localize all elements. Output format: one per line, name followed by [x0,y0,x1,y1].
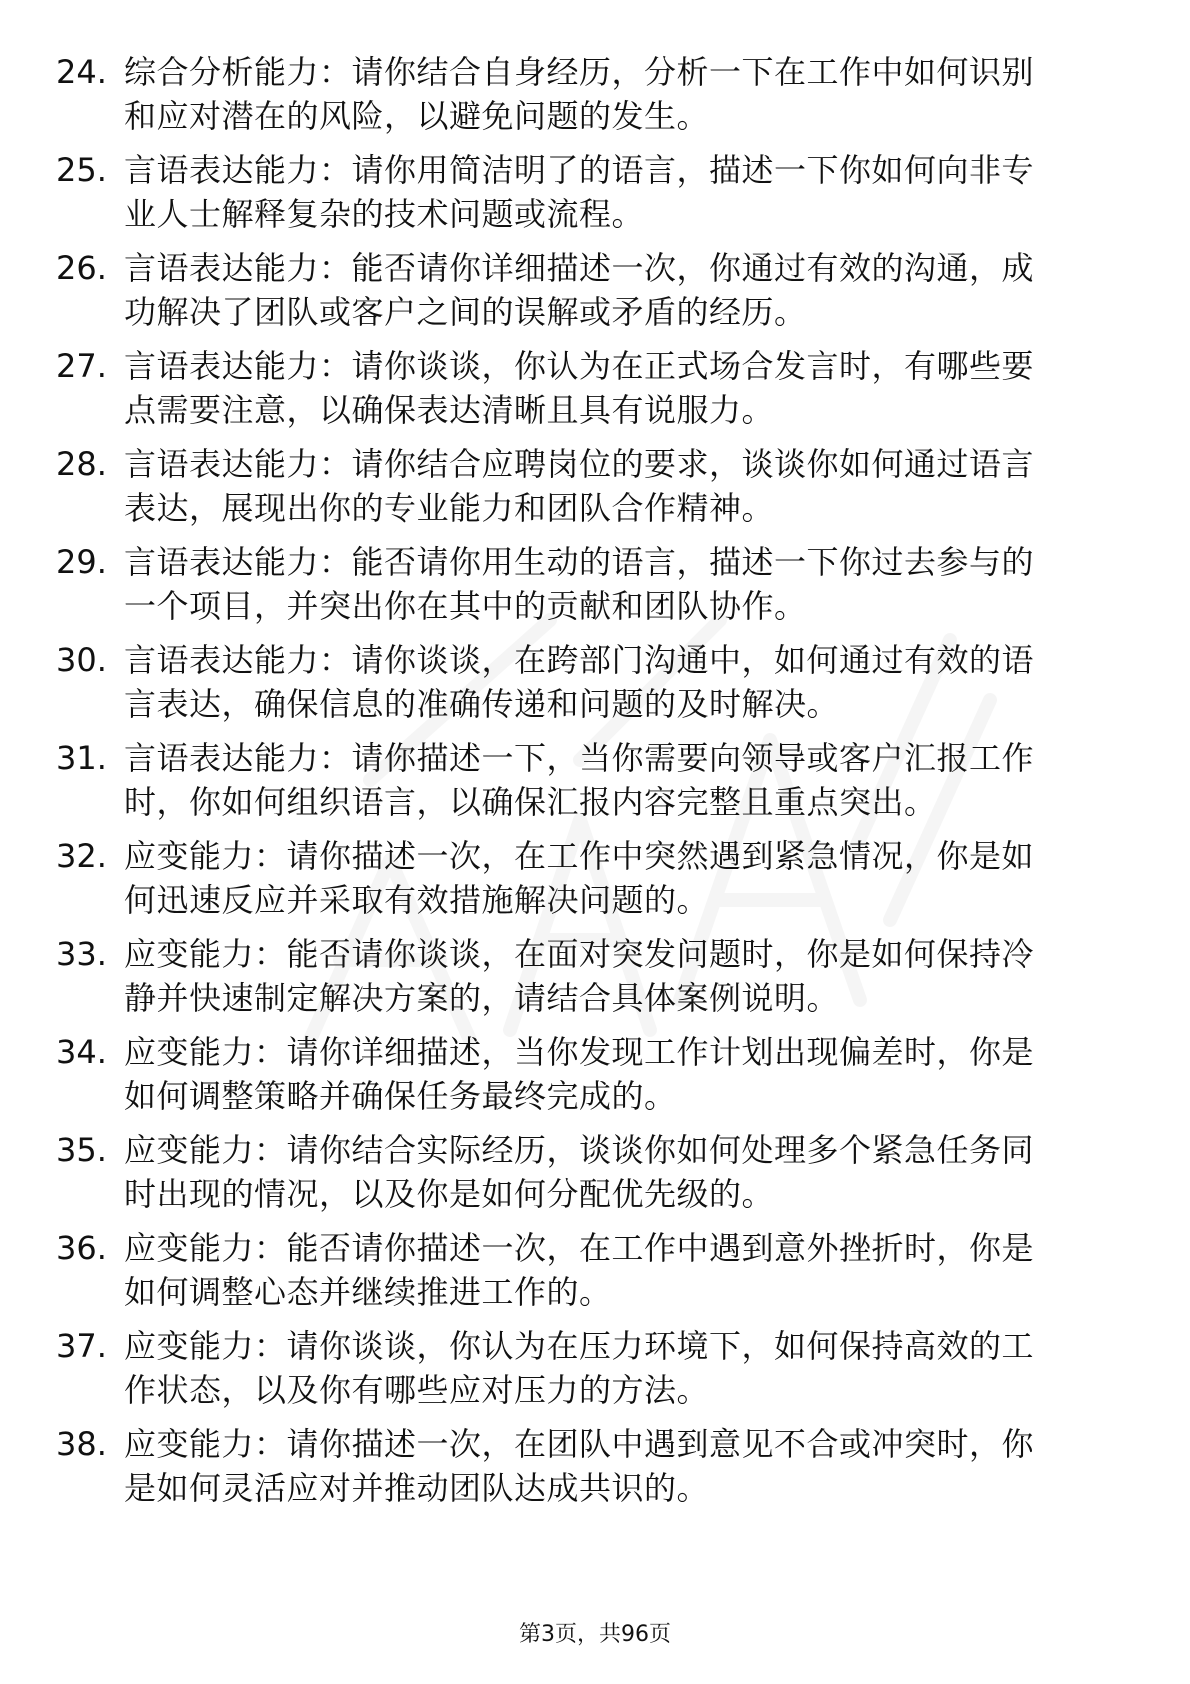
question-number: 36. [56,1229,107,1267]
question-number: 25. [56,151,107,189]
question-text [124,932,1114,1020]
question-text [124,834,1114,922]
question-line: 时出现的情况，以及你是如何分配优先级的。 [124,1175,775,1213]
question-number: 26. [56,249,107,287]
question-text [124,1422,1114,1510]
question-number: 34. [56,1033,107,1071]
question-line: 一个项目，并突出你在其中的贡献和团队协作。 [124,587,807,625]
question-line: 综合分析能力：请你结合自身经历，分析一下在工作中如何识别 [124,53,1035,91]
question-item [0,736,1190,834]
question-text [124,1324,1114,1412]
question-item [0,246,1190,344]
question-number: 27. [56,347,107,385]
question-item [0,834,1190,932]
question-text [124,540,1114,628]
question-item [0,442,1190,540]
question-text [124,1128,1114,1216]
question-line: 应变能力：请你谈谈，你认为在压力环境下，如何保持高效的工 [124,1327,1035,1365]
question-number: 37. [56,1327,107,1365]
question-text [124,148,1114,236]
question-line: 时，你如何组织语言，以确保汇报内容完整且重点突出。 [124,783,937,821]
question-text [124,638,1114,726]
question-item [0,148,1190,246]
question-item [0,540,1190,638]
question-line: 如何调整心态并继续推进工作的。 [124,1273,612,1311]
question-line: 应变能力：请你描述一次，在工作中突然遇到紧急情况，你是如 [124,837,1035,875]
question-item [0,932,1190,1030]
question-number: 32. [56,837,107,875]
question-number: 33. [56,935,107,973]
question-item [0,1324,1190,1422]
question-number: 29. [56,543,107,581]
question-line: 何迅速反应并采取有效措施解决问题的。 [124,881,710,919]
question-line: 应变能力：能否请你描述一次，在工作中遇到意外挫折时，你是 [124,1229,1035,1267]
question-item [0,1128,1190,1226]
question-line: 和应对潜在的风险，以避免问题的发生。 [124,97,710,135]
question-text [124,1226,1114,1314]
question-line: 是如何灵活应对并推动团队达成共识的。 [124,1469,710,1507]
question-line: 言语表达能力：请你谈谈，在跨部门沟通中，如何通过有效的语 [124,641,1035,679]
page-number: 第3页，共96页 [519,1622,671,1647]
question-line: 业人士解释复杂的技术问题或流程。 [124,195,645,233]
question-line: 功解决了团队或客户之间的误解或矛盾的经历。 [124,293,807,331]
question-number: 31. [56,739,107,777]
question-line: 应变能力：请你结合实际经历，谈谈你如何处理多个紧急任务同 [124,1131,1035,1169]
question-list [0,50,1190,1520]
question-item [0,1030,1190,1128]
question-line: 应变能力：请你详细描述，当你发现工作计划出现偏差时，你是 [124,1033,1035,1071]
question-text [124,344,1114,432]
question-text [124,246,1114,334]
question-number: 24. [56,53,107,91]
question-line: 言语表达能力：请你结合应聘岗位的要求，谈谈你如何通过语言 [124,445,1035,483]
question-line: 言语表达能力：能否请你用生动的语言，描述一下你过去参与的 [124,543,1035,581]
question-line: 言语表达能力：能否请你详细描述一次，你通过有效的沟通，成 [124,249,1035,287]
question-line: 言语表达能力：请你谈谈，你认为在正式场合发言时，有哪些要 [124,347,1035,385]
question-item [0,50,1190,148]
question-number: 38. [56,1425,107,1463]
question-line: 应变能力：能否请你谈谈，在面对突发问题时，你是如何保持冷 [124,935,1035,973]
question-line: 点需要注意，以确保表达清晰且具有说服力。 [124,391,775,429]
question-text [124,1030,1114,1118]
question-text [124,442,1114,530]
question-line: 表达，展现出你的专业能力和团队合作精神。 [124,489,775,527]
question-line: 如何调整策略并确保任务最终完成的。 [124,1077,677,1115]
question-text [124,736,1114,824]
question-line: 言语表达能力：请你用简洁明了的语言，描述一下你如何向非专 [124,151,1035,189]
question-line: 言表达，确保信息的准确传递和问题的及时解决。 [124,685,840,723]
question-text [124,50,1114,138]
question-number: 35. [56,1131,107,1169]
question-line: 作状态，以及你有哪些应对压力的方法。 [124,1371,710,1409]
question-item [0,1226,1190,1324]
question-number: 28. [56,445,107,483]
question-line: 言语表达能力：请你描述一下，当你需要向领导或客户汇报工作 [124,739,1035,777]
question-item [0,1422,1190,1520]
question-number: 30. [56,641,107,679]
question-line: 静并快速制定解决方案的，请结合具体案例说明。 [124,979,840,1017]
question-item [0,638,1190,736]
question-line: 应变能力：请你描述一次，在团队中遇到意见不合或冲突时，你 [124,1425,1035,1463]
question-item [0,344,1190,442]
